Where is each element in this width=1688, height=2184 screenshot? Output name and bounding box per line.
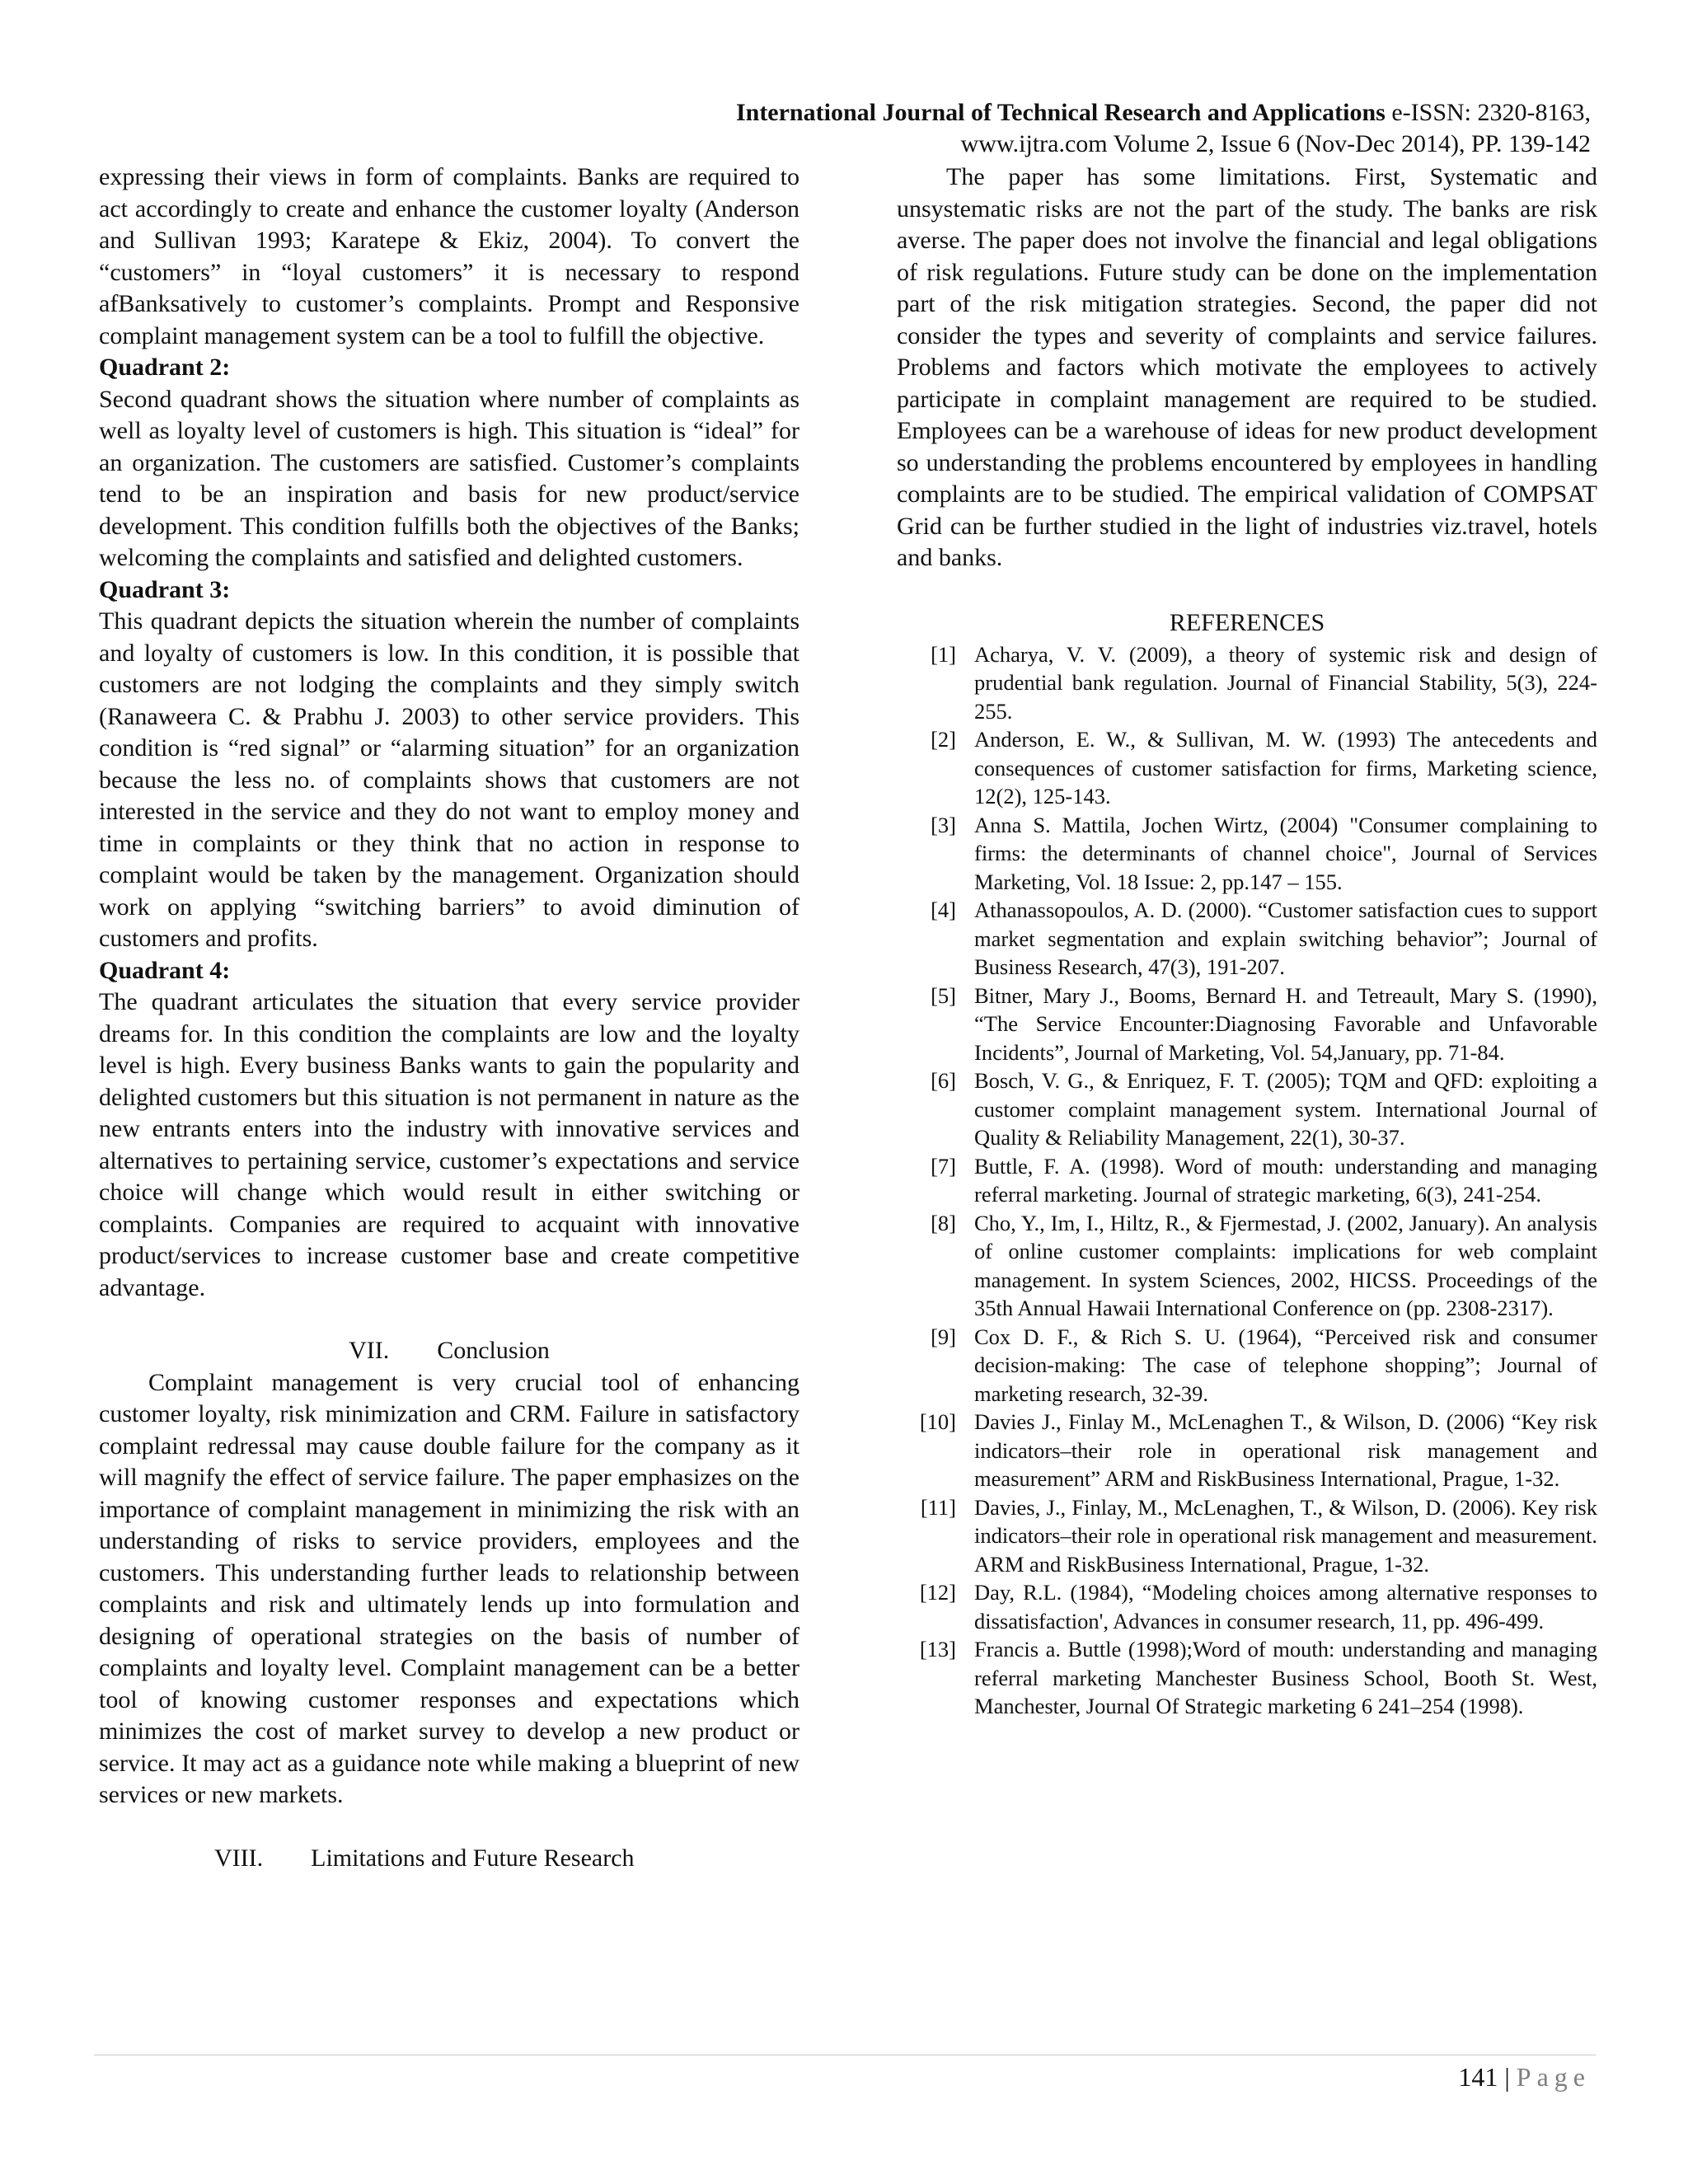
reference-item bbox=[897, 725, 1597, 811]
section-8-heading bbox=[99, 1843, 799, 1875]
page-number: 141 bbox=[1458, 2062, 1498, 2092]
page-separator: | bbox=[1498, 2062, 1517, 2092]
reference-text: Acharya, V. V. (2009), a theory of systemic risk and design of prudential bank regulation. Journal of Financial Stability, 5(3), 224-255. bbox=[974, 641, 1597, 724]
reference-text: Bosch, V. G., & Enriquez, F. T. (2005); TQM and QFD: exploiting a customer complaint management system. International Journal of Quality & Reliability Management, 22(1), 30-37. bbox=[974, 1068, 1597, 1150]
reference-number: [9] bbox=[931, 1324, 956, 1349]
reference-text: Day, R.L. (1984), “Modeling choices among alternative responses to dissatisfaction', Advances in consumer research, 11, pp. 496-499. bbox=[974, 1580, 1597, 1633]
page-label: Page bbox=[1516, 2062, 1591, 2092]
reference-text: Davies, J., Finlay, M., McLenaghen, T., & Wilson, D. (2006). Key risk indicators–their role in operational risk management and measurement. ARM and RiskBusiness International, Prague, 1-32. bbox=[974, 1494, 1597, 1577]
reference-item bbox=[897, 1408, 1597, 1493]
left-column bbox=[99, 162, 799, 1874]
journal-header-line1 bbox=[437, 97, 1591, 129]
reference-number: [2] bbox=[931, 727, 956, 752]
quadrant-3-paragraph: This quadrant depicts the situation wherein the number of complaints and loyalty of customers is low. In this condition, it is possible that customers are not lodging the complaints and they simply switch (Ranaweera C. & Prabhu J. 2003) to other service providers. This condition is “red signal” or “alarming situation” for an organization because the less no. of complaints shows that customers are not interested in the service and they do not want to employ money and time in complaints or they think that no action in response to complaint would be taken by the management. Organization should work on applying “switching barriers” to avoid diminution of customers and profits. bbox=[99, 607, 799, 952]
reference-item bbox=[897, 811, 1597, 897]
reference-number: [8] bbox=[931, 1210, 956, 1235]
reference-item bbox=[897, 982, 1597, 1067]
reference-text: Cox D. F., & Rich S. U. (1964), “Perceived risk and consumer decision-making: The case of telephone shopping”; Journal of marketing research, 32-39. bbox=[974, 1324, 1597, 1406]
limitations-paragraph: The paper has some limitations. First, Systematic and unsystematic risks are not the part of the study. The banks are risk averse. The paper does not involve the financial and legal obligations of risk regulations. Future study can be done on the implementation part of the risk mitigation strategies. Second, the paper did not consider the types and severity of complaints and service failures. Problems and factors which motivate the employees to actively participate in complaint management are required to be studied. Employees can be a warehouse of ideas for new product development so understanding the problems encountered by employees in handling complaints are to be studied. The empirical validation of COMPSAT Grid can be further studied in the light of industries viz.travel, hotels and banks. bbox=[897, 163, 1597, 571]
reference-number: [10] bbox=[919, 1409, 956, 1434]
page-footer bbox=[1458, 2060, 1591, 2093]
intro-paragraph: expressing their views in form of complaints. Banks are required to act accordingly to create and enhance the customer loyalty (Anderson and Sullivan 1993; Karatepe & Ekiz, 2004). To convert the “customers” in “loyal customers” it is necessary to respond afBanksatively to customer’s complaints. Prompt and Responsive complaint management system can be a tool to fulfill the objective. bbox=[99, 163, 799, 349]
reference-item bbox=[897, 640, 1597, 726]
section-7-title: Conclusion bbox=[437, 1337, 550, 1364]
reference-text: Buttle, F. A. (1998). Word of mouth: understanding and managing referral marketing. Journal of strategic marketing, 6(3), 241-254. bbox=[974, 1153, 1597, 1207]
reference-item bbox=[897, 1635, 1597, 1721]
reference-item bbox=[897, 1209, 1597, 1323]
reference-text: Anderson, E. W., & Sullivan, M. W. (1993) The antecedents and consequences of customer satisfaction for firms, Marketing science, 12(2), 125-143. bbox=[974, 727, 1597, 808]
quadrant-4-paragraph: The quadrant articulates the situation that every service provider dreams for. In this condition the complaints are low and the loyalty level is high. Every business Banks wants to gain the popularity and delighted customers but this situation is not permanent in nature as the new entrants enters into the industry with innovative services and alternatives to pertaining service, customer’s expectations and service choice will change which would result in either switching or complaints. Companies are required to acquaint with innovative product/services to increase customer base and create competitive advantage. bbox=[99, 988, 799, 1301]
reference-item bbox=[897, 1323, 1597, 1408]
reference-number: [12] bbox=[919, 1580, 956, 1605]
reference-number: [7] bbox=[931, 1153, 956, 1179]
reference-number: [13] bbox=[919, 1637, 956, 1661]
reference-item bbox=[897, 1493, 1597, 1579]
reference-number: [4] bbox=[931, 898, 956, 922]
reference-text: Cho, Y., Im, I., Hiltz, R., & Fjermestad, J. (2002, January). An analysis of online customer complaints: implications for web complaint management. In system Sciences, 2002, HICSS. Proceedings of the 35th Annual Hawaii International Conference on (pp. 2308-2317). bbox=[974, 1210, 1597, 1320]
reference-text: Athanassopoulos, A. D. (2000). “Customer satisfaction cues to support market segmentation and explain switching behavior”; Journal of Business Research, 47(3), 191-207. bbox=[974, 898, 1597, 979]
quadrant-2-heading: Quadrant 2: bbox=[99, 354, 231, 381]
references-heading: REFERENCES bbox=[1169, 608, 1325, 636]
journal-title: International Journal of Technical Research and Applications bbox=[735, 99, 1386, 126]
reference-number: [1] bbox=[931, 641, 956, 667]
reference-text: Anna S. Mattila, Jochen Wirtz, (2004) "Consumer complaining to firms: the determinants of channel choice", Journal of Services Marketing, Vol. 18 Issue: 2, pp.147 – 155. bbox=[974, 812, 1597, 894]
journal-header-line2: www.ijtra.com Volume 2, Issue 6 (Nov-Dec 2014), PP. 139-142 bbox=[960, 130, 1591, 157]
reference-number: [5] bbox=[931, 982, 956, 1008]
section-7-number: VII. bbox=[349, 1337, 390, 1364]
right-column bbox=[897, 162, 1597, 1721]
reference-text: Francis a. Buttle (1998);Word of mouth: understanding and managing referral marketing Manchester Business School, Booth St. West, Manchester, Journal Of Strategic marketing 6 241–254 (1998). bbox=[974, 1637, 1597, 1718]
reference-item bbox=[897, 1578, 1597, 1635]
reference-item bbox=[897, 1066, 1597, 1152]
journal-header bbox=[437, 97, 1591, 160]
section-7-heading bbox=[99, 1335, 799, 1367]
reference-text: Davies J., Finlay M., McLenaghen T., & Wilson, D. (2006) “Key risk indicators–their role in operational risk management and measurement” ARM and RiskBusiness International, Prague, 1-32. bbox=[974, 1409, 1597, 1491]
conclusion-paragraph: Complaint management is very crucial tool of enhancing customer loyalty, risk minimization and CRM. Failure in satisfactory complaint redressal may cause double failure for the company as it will magnify the effect of service failure. The paper emphasizes on the importance of complaint management in minimizing the risk with an understanding of risks to service providers, employees and the customers. This understanding further leads to relationship between complaints and risk and ultimately lends up into formulation and designing of operational strategies on the basis of number of complaints and loyalty level. Complaint management can be a better tool of knowing customer responses and expectations which minimizes the cost of market survey to develop a new product or service. It may act as a guidance note while making a blueprint of new services or new markets. bbox=[99, 1368, 799, 1808]
reference-number: [3] bbox=[931, 812, 956, 837]
section-8-number: VIII. bbox=[214, 1844, 264, 1872]
quadrant-3-heading: Quadrant 3: bbox=[99, 575, 231, 603]
reference-item bbox=[897, 896, 1597, 982]
section-8-title: Limitations and Future Research bbox=[311, 1844, 635, 1872]
references-list bbox=[897, 640, 1597, 1721]
quadrant-2-paragraph: Second quadrant shows the situation where number of complaints as well as loyalty level of customers is high. This situation is “ideal” for an organization. The customers are satisfied. Customer’s complaints tend to be an inspiration and basis for new product/service development. This condition fulfills both the objectives of the Banks; welcoming the complaints and satisfied and delighted customers. bbox=[99, 385, 799, 571]
reference-text: Bitner, Mary J., Booms, Bernard H. and Tetreault, Mary S. (1990), “The Service Encounter:Diagnosing Favorable and Unfavorable Incidents”, Journal of Marketing, Vol. 54,January, pp. 71-84. bbox=[974, 982, 1597, 1065]
reference-item bbox=[897, 1152, 1597, 1209]
reference-number: [11] bbox=[920, 1494, 956, 1520]
reference-number: [6] bbox=[931, 1068, 956, 1093]
journal-issn: e-ISSN: 2320-8163, bbox=[1385, 99, 1591, 126]
quadrant-4-heading: Quadrant 4: bbox=[99, 956, 231, 984]
